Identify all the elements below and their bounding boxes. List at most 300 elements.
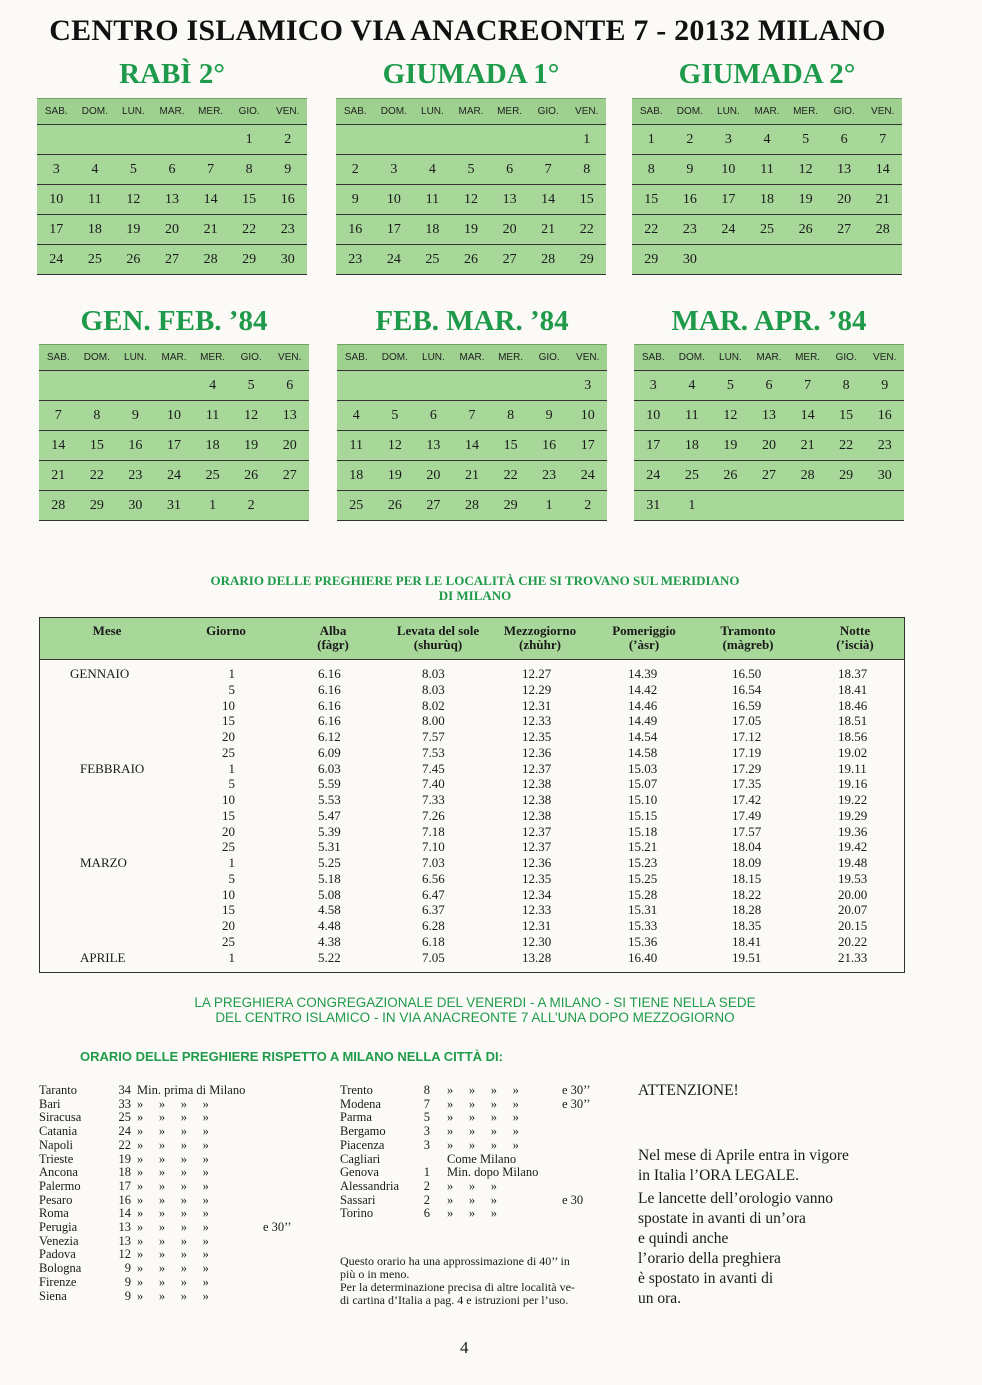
calendar-day: 19 — [723, 437, 738, 453]
table-header — [40, 618, 904, 660]
calendar-day: 22 — [579, 221, 594, 237]
city-offset-text: » » » » — [137, 1206, 209, 1221]
calendar-week-row — [634, 461, 904, 491]
calendar-day: 27 — [837, 221, 852, 237]
calendar-day: 4 — [352, 407, 360, 423]
time-cell: 4.38 — [318, 933, 341, 949]
time-cell: 15.33 — [628, 918, 658, 933]
calendar-day: 26 — [126, 251, 141, 267]
time-cell: 6.12 — [318, 729, 341, 744]
city-offset-minutes: 33 — [118, 1096, 131, 1111]
time-cell: 7.45 — [422, 760, 445, 776]
calendar-day: 7 — [54, 407, 62, 423]
city-offset-text: » » » » — [137, 1233, 209, 1248]
city-offset-minutes: 2 — [423, 1178, 430, 1193]
calendar-day: 15 — [503, 437, 518, 453]
calendar-day: 25 — [759, 221, 774, 237]
calendar-day: 10 — [386, 191, 401, 207]
day-cell: 1 — [228, 666, 235, 681]
city-name: Parma — [340, 1110, 372, 1125]
calendar-day: 21 — [51, 467, 66, 483]
city-row — [39, 1262, 339, 1276]
calendar-day: 6 — [429, 407, 437, 423]
city-offset-minutes: 19 — [118, 1151, 131, 1166]
time-cell: 15.18 — [628, 823, 658, 839]
calendar-day: 8 — [842, 377, 850, 393]
time-cell: 18.51 — [838, 713, 868, 729]
time-cell: 6.16 — [318, 713, 341, 729]
calendar-day: 26 — [723, 467, 738, 483]
city-offset-minutes: 13 — [118, 1233, 131, 1248]
calendar-week-row — [632, 245, 902, 275]
day-cell: 5 — [228, 870, 235, 886]
calendar-day: 25 — [349, 497, 364, 513]
calendar-day: 23 — [682, 221, 697, 237]
city-name: Trieste — [39, 1151, 74, 1166]
calendar-day: 28 — [541, 251, 556, 267]
calendar-day: 5 — [129, 161, 137, 177]
calendar-day: 31 — [646, 497, 661, 513]
calendar-day: 1 — [688, 497, 696, 513]
calendar-day: 1 — [209, 497, 217, 513]
calendar-day: 12 — [387, 437, 402, 453]
weekday-label: SAB. — [641, 352, 665, 363]
calendar-day: 22 — [839, 437, 854, 453]
time-cell: 7.33 — [422, 792, 445, 807]
city-row — [340, 1125, 640, 1139]
calendar-day: 13 — [761, 407, 776, 423]
calendar-day: 15 — [579, 191, 594, 207]
calendar-day: 6 — [506, 161, 514, 177]
calendar-title: GEN. FEB. ’84 — [80, 305, 268, 337]
time-cell: 12.37 — [522, 760, 552, 776]
calendar-day: 9 — [545, 407, 553, 423]
time-cell: 7.10 — [422, 839, 445, 855]
calendar-day: 5 — [802, 131, 810, 147]
column-header-line1: Notte — [839, 623, 871, 638]
calendar-day: 9 — [351, 191, 359, 207]
calendar-day: 23 — [280, 221, 295, 237]
calendar-day: 11 — [349, 437, 364, 453]
weekday-label: LUN. — [422, 352, 445, 363]
calendar-week-row — [39, 371, 309, 401]
calendar-day: 11 — [685, 407, 699, 423]
calendar-day: 19 — [126, 221, 141, 237]
city-offset-text: Min. prima di Milano — [137, 1083, 246, 1097]
weekday-label: SAB. — [639, 106, 663, 117]
time-cell: 17.57 — [732, 823, 762, 839]
calendar-day: 26 — [244, 467, 259, 483]
city-offset-minutes: 18 — [118, 1165, 131, 1180]
city-offset-minutes: 25 — [118, 1110, 131, 1125]
congregational-prayer-notice — [100, 995, 850, 1025]
calendar-day: 13 — [282, 407, 297, 423]
time-cell: 21.33 — [838, 949, 868, 965]
calendar-day: 12 — [463, 191, 478, 207]
calendar-week-row — [337, 401, 607, 431]
day-cell: 15 — [222, 902, 235, 918]
note-line4: di cartina d’Italia a pag. 4 e istruzioni per l’uso. — [340, 1293, 569, 1307]
column-header-line2: (zhùhr) — [519, 637, 561, 652]
time-cell: 6.37 — [422, 902, 445, 918]
calendar-day: 21 — [541, 221, 556, 237]
calendar-day: 10 — [646, 407, 661, 423]
city-offset-minutes: 16 — [118, 1192, 131, 1207]
city-offset-text: Come Milano — [447, 1151, 517, 1166]
calendar-day: 14 — [51, 437, 66, 453]
calendar-day: 18 — [684, 437, 699, 453]
weekday-label: LUN. — [719, 352, 742, 363]
column-header-line1: Pomeriggio — [612, 623, 676, 638]
prayer-times-table — [39, 617, 905, 973]
calendar-week-row — [37, 245, 307, 275]
calendar-day: 14 — [203, 191, 218, 207]
city-name: Trento — [340, 1083, 373, 1097]
calendar-day: 3 — [390, 161, 398, 177]
calendar-day: 20 — [502, 221, 517, 237]
city-offset-minutes: 8 — [423, 1083, 430, 1097]
calendar-day: 2 — [351, 161, 359, 177]
prayer-heading-line2: DI MILANO — [438, 588, 512, 603]
city-offset-minutes: 3 — [423, 1137, 430, 1152]
time-cell: 12.36 — [522, 855, 552, 870]
time-cell: 6.16 — [318, 666, 341, 681]
time-cell: 5.47 — [318, 807, 341, 823]
calendar-day: 16 — [682, 191, 697, 207]
calendar-day: 8 — [647, 161, 655, 177]
time-cell: 19.02 — [838, 744, 868, 760]
weekday-header — [37, 98, 307, 125]
time-cell: 18.15 — [732, 870, 762, 886]
calendar-day: 29 — [644, 251, 659, 267]
attention-paragraph-2 — [638, 1189, 833, 1309]
calendar-day: 20 — [761, 437, 776, 453]
time-cell: 19.16 — [838, 776, 868, 792]
city-offset-minutes: 24 — [118, 1124, 131, 1139]
calendar-day: 10 — [580, 407, 595, 423]
calendar-day: 20 — [282, 437, 297, 453]
time-cell: 5.53 — [318, 792, 341, 807]
calendar-day: 16 — [877, 407, 892, 423]
prayer-times-heading — [140, 573, 810, 603]
calendar-day: 4 — [428, 161, 436, 177]
calendar-day: 14 — [800, 407, 815, 423]
attention-p1-line: Nel mese di Aprile entra in vigore — [638, 1147, 849, 1164]
calendar-day: 8 — [245, 161, 253, 177]
weekday-label: SAB. — [344, 352, 368, 363]
weekday-label: MAR. — [756, 352, 782, 363]
calendar-day: 9 — [881, 377, 889, 393]
calendar-day: 23 — [128, 467, 143, 483]
city-name: Taranto — [39, 1083, 77, 1097]
city-offset-minutes: 12 — [118, 1247, 131, 1262]
congregational-line1: LA PREGHIERA CONGREGAZIONALE DEL VENERDI - A MILANO - SI TIENE NELLA SEDE — [194, 995, 756, 1010]
calendar-day: 25 — [87, 251, 102, 267]
weekday-label: VEN. — [576, 352, 600, 363]
day-cell: 10 — [222, 886, 235, 902]
time-cell: 17.29 — [732, 760, 762, 776]
city-offset-minutes: 9 — [124, 1288, 131, 1303]
time-cell: 20.15 — [838, 918, 868, 933]
weekday-label: VEN. — [278, 352, 302, 363]
weekday-label: GIO. — [835, 352, 857, 363]
weekday-header — [632, 98, 902, 125]
calendar-day: 29 — [503, 497, 518, 513]
city-offset-text: » » » » — [137, 1151, 209, 1166]
city-offset-seconds: e 30’’ — [562, 1083, 591, 1097]
time-cell: 15.07 — [628, 776, 658, 792]
day-cell: 1 — [228, 949, 235, 965]
time-cell: 17.19 — [732, 744, 762, 760]
calendar-day: 9 — [686, 161, 694, 177]
calendar-day: 30 — [280, 251, 295, 267]
attention-p1-line: in Italia l’ORA LEGALE. — [638, 1167, 799, 1184]
time-cell: 18.41 — [732, 933, 762, 949]
calendar-day: 12 — [798, 161, 813, 177]
time-cell: 19.11 — [838, 760, 867, 776]
city-offset-minutes: 22 — [118, 1137, 131, 1152]
calendar-week-row — [336, 245, 606, 275]
time-cell: 14.54 — [628, 729, 658, 744]
calendar-day: 4 — [91, 161, 99, 177]
city-name: Ancona — [39, 1165, 78, 1180]
calendar-day: 25 — [205, 467, 220, 483]
day-cell: 25 — [222, 839, 235, 855]
time-cell: 19.36 — [838, 823, 868, 839]
weekday-label: DOM. — [83, 352, 110, 363]
weekday-label: DOM. — [381, 352, 408, 363]
calendar-day: 22 — [242, 221, 257, 237]
time-cell: 6.03 — [318, 760, 341, 776]
city-row — [39, 1290, 339, 1304]
city-offset-text: » » » » — [137, 1178, 209, 1193]
time-cell: 15.31 — [628, 902, 658, 918]
calendar-day: 18 — [349, 467, 364, 483]
city-row — [340, 1207, 640, 1221]
calendar-week-row — [634, 491, 904, 521]
calendar-day: 4 — [209, 377, 217, 393]
weekday-label: VEN. — [871, 106, 895, 117]
time-cell: 19.51 — [732, 949, 762, 965]
time-cell: 20.22 — [838, 933, 868, 949]
calendar-week-row — [337, 431, 607, 461]
city-offset-minutes: 3 — [423, 1124, 430, 1139]
city-name: Sassari — [340, 1192, 376, 1207]
approximation-note — [340, 1255, 575, 1307]
calendar-day: 27 — [426, 497, 441, 513]
weekday-label: SAB. — [44, 106, 68, 117]
weekday-label: MER. — [795, 352, 821, 363]
weekday-label: VEN. — [873, 352, 897, 363]
time-cell: 14.42 — [628, 681, 658, 697]
calendar-day: 5 — [391, 407, 399, 423]
time-cell: 8.03 — [422, 681, 445, 697]
time-cell: 19.42 — [838, 839, 868, 855]
calendar-day: 17 — [721, 191, 736, 207]
month-cell: GENNAIO — [70, 666, 130, 681]
calendar-day: 21 — [203, 221, 218, 237]
attention-paragraph-1 — [638, 1146, 849, 1186]
calendar-day: 28 — [875, 221, 890, 237]
column-header — [166, 624, 286, 638]
calendar-week-row — [632, 125, 902, 155]
time-cell: 19.48 — [838, 855, 868, 870]
time-cell: 12.29 — [522, 681, 552, 697]
calendar-day: 30 — [128, 497, 143, 513]
month-calendar — [39, 344, 309, 521]
city-name: Catania — [39, 1124, 78, 1139]
weekday-label: LUN. — [124, 352, 147, 363]
calendar-day: 9 — [131, 407, 139, 423]
calendar-day: 6 — [286, 377, 294, 393]
calendar-day: 19 — [798, 191, 813, 207]
time-cell: 15.21 — [628, 839, 658, 855]
city-offset-minutes: 2 — [423, 1192, 430, 1207]
time-cell: 19.22 — [838, 792, 868, 807]
time-cell: 15.23 — [628, 855, 658, 870]
weekday-header — [337, 344, 607, 371]
time-cell: 18.35 — [732, 918, 762, 933]
calendar-day: 11 — [760, 161, 774, 177]
calendar-day: 27 — [761, 467, 776, 483]
city-offset-text: » » » » — [137, 1137, 209, 1152]
city-name: Siena — [39, 1288, 67, 1303]
time-cell: 19.29 — [838, 807, 868, 823]
time-cell: 17.05 — [732, 713, 762, 729]
time-cell: 5.59 — [318, 776, 341, 792]
weekday-label: MER. — [200, 352, 226, 363]
calendar-day: 16 — [348, 221, 363, 237]
time-cell: 7.18 — [422, 823, 445, 839]
calendar-week-row — [632, 215, 902, 245]
calendar-day: 29 — [89, 497, 104, 513]
day-cell: 20 — [222, 729, 235, 744]
city-offset-minutes: 9 — [124, 1261, 131, 1276]
time-cell: 7.26 — [422, 807, 445, 823]
calendar-day: 23 — [348, 251, 363, 267]
column-header-line1: Mese — [92, 623, 122, 638]
note-line2: più o in meno. — [340, 1267, 410, 1281]
city-offset-text: Min. dopo Milano — [447, 1165, 539, 1180]
day-cell: 15 — [222, 807, 235, 823]
weekday-label: DOM. — [678, 352, 705, 363]
attention-p2-line: è spostato in avanti di — [638, 1270, 774, 1287]
city-offset-minutes: 9 — [124, 1274, 131, 1289]
calendar-week-row — [37, 185, 307, 215]
time-cell: 12.34 — [522, 886, 552, 902]
calendar-day: 18 — [87, 221, 102, 237]
city-name: Perugia — [39, 1220, 78, 1234]
page-title: CENTRO ISLAMICO VIA ANACREONTE 7 - 20132 MILANO — [49, 14, 886, 47]
day-cell: 5 — [228, 681, 235, 697]
calendar-day: 27 — [282, 467, 297, 483]
time-cell: 8.02 — [422, 697, 445, 713]
attention-p2-line: un ora. — [638, 1290, 682, 1307]
time-cell: 20.07 — [838, 902, 868, 918]
city-row — [39, 1125, 339, 1139]
calendar-day: 26 — [387, 497, 402, 513]
city-offset-text: » » » » — [447, 1096, 519, 1111]
attention-p2-line: e quindi anche — [638, 1230, 729, 1247]
calendar-day: 18 — [205, 437, 220, 453]
weekday-header — [336, 98, 606, 125]
day-cell: 25 — [222, 933, 235, 949]
calendar-day: 15 — [839, 407, 854, 423]
city-offset-minutes: 5 — [423, 1110, 430, 1125]
time-cell: 16.40 — [628, 949, 658, 965]
weekday-label: VEN. — [276, 106, 300, 117]
calendar-day: 25 — [425, 251, 440, 267]
calendar-week-row — [336, 185, 606, 215]
calendar-day: 23 — [542, 467, 557, 483]
weekday-label: SAB. — [46, 352, 70, 363]
calendar-day: 12 — [723, 407, 738, 423]
city-offset-seconds: e 30’’ — [562, 1096, 591, 1111]
time-cell: 18.09 — [732, 855, 762, 870]
calendar-day: 31 — [166, 497, 181, 513]
time-cell: 12.36 — [522, 744, 552, 760]
calendar-day: 6 — [765, 377, 773, 393]
month-cell: FEBBRAIO — [80, 760, 145, 776]
time-cell: 6.56 — [422, 870, 445, 886]
time-cell: 6.16 — [318, 681, 341, 697]
weekday-label: MAR. — [459, 352, 485, 363]
city-offset-minutes: 34 — [118, 1083, 131, 1097]
time-cell: 18.41 — [838, 681, 868, 697]
calendar-day: 3 — [52, 161, 60, 177]
day-cell: 10 — [222, 697, 235, 713]
column-header-line2: (’àsr) — [628, 637, 660, 652]
time-cell: 15.28 — [628, 886, 658, 902]
calendar-day: 11 — [88, 191, 102, 207]
city-offset-text: » » » — [447, 1206, 497, 1221]
column-header-line2: (’iscià) — [836, 637, 874, 652]
time-cell: 6.16 — [318, 697, 341, 713]
calendar-day: 8 — [507, 407, 515, 423]
calendar-day: 24 — [166, 467, 181, 483]
city-row — [340, 1084, 640, 1098]
calendar-title: MAR. APR. ’84 — [671, 305, 867, 337]
month-calendar — [634, 344, 904, 521]
city-row — [39, 1084, 339, 1098]
time-cell: 14.46 — [628, 697, 658, 713]
city-offset-text: » » » » — [137, 1110, 209, 1125]
calendar-day: 17 — [49, 221, 64, 237]
column-header-line2: (màgreb) — [722, 637, 774, 652]
city-offset-text: » » » » — [137, 1247, 209, 1262]
city-name: Napoli — [39, 1137, 74, 1152]
city-offset-text: » » » » — [447, 1083, 519, 1097]
calendar-day: 7 — [207, 161, 215, 177]
calendar-week-row — [632, 155, 902, 185]
city-row — [340, 1180, 640, 1194]
month-calendar — [37, 98, 307, 275]
city-offset-minutes: 7 — [423, 1096, 430, 1111]
calendar-day: 29 — [839, 467, 854, 483]
time-cell: 12.35 — [522, 870, 552, 886]
weekday-label: MAR. — [159, 106, 185, 117]
city-name: Piacenza — [340, 1137, 385, 1152]
time-cell: 12.31 — [522, 697, 552, 713]
calendar-day: 17 — [386, 221, 401, 237]
city-offset-text: » » » » — [137, 1124, 209, 1139]
calendar-day: 16 — [542, 437, 557, 453]
day-cell: 10 — [222, 792, 235, 807]
calendar-day: 18 — [425, 221, 440, 237]
city-row — [39, 1276, 339, 1290]
attention-p2-line: l’orario della preghiera — [638, 1250, 781, 1267]
time-cell: 12.27 — [522, 666, 552, 681]
